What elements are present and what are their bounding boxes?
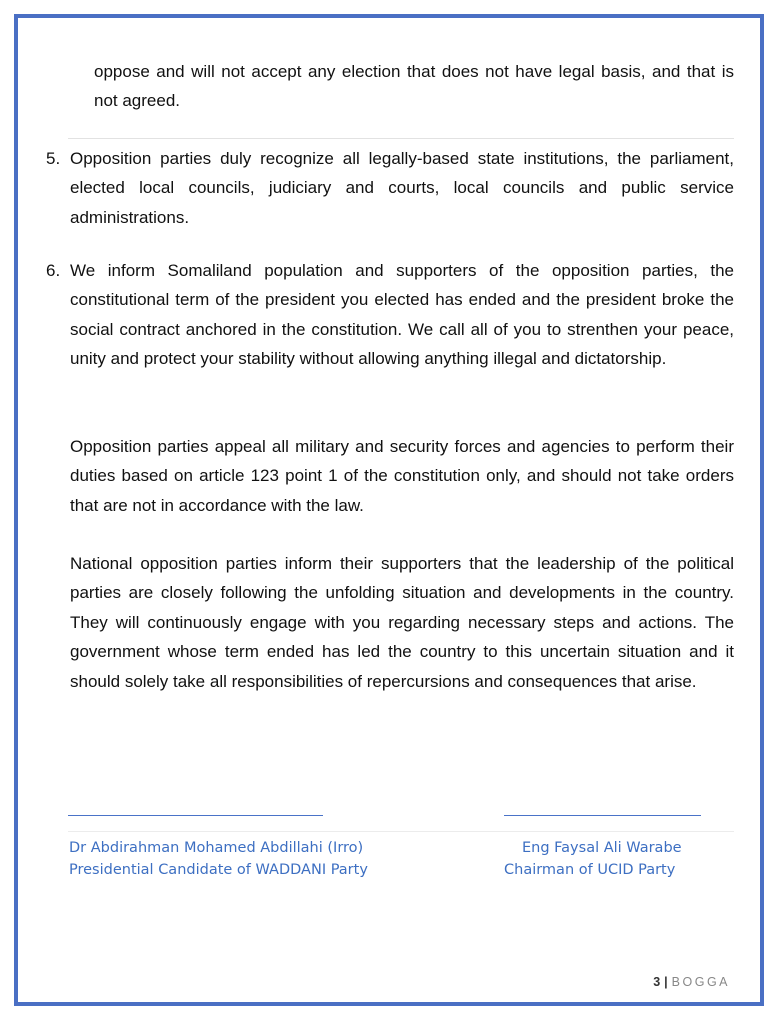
list-item-text: We inform Somaliland population and supporters of the opposition parties, the constitutional term of the president you elected has ended and the president broke the social contract anchored in the constitution. We call all of you to strenthen your peace, unity and protect your stability without allowing anything illegal and dictatorship. [70, 261, 734, 369]
divider [68, 831, 734, 832]
footer-separator: | [664, 975, 668, 989]
page-number: 3 [653, 975, 661, 989]
signatory-title-right: Chairman of UCID Party [504, 862, 676, 878]
list-item-number: 6. [46, 261, 61, 280]
footer-label: BOGGA [671, 975, 730, 989]
page-footer [653, 975, 730, 989]
body-paragraph: National opposition parties inform their supporters that the leadership of the political parties are closely following the unfolding situation and developments in the country. They will continuously engage with you regarding necessary steps and actions. The government whose term ended has led the country to this uncertain situation and it should solely take all responsibilities of repercursions and consequences that arise. [70, 554, 734, 691]
continuation-paragraph: oppose and will not accept any election that does not have legal basis, and that is not agreed. [94, 62, 734, 111]
signature-line-left [68, 815, 323, 816]
list-item-number: 5. [46, 149, 61, 168]
body-paragraph: Opposition parties appeal all military and security forces and agencies to perform their duties based on article 123 point 1 of the constitution only, and should not take orders that are not in accordance with the law. [70, 437, 734, 515]
signatory-title-left: Presidential Candidate of WADDANI Party [69, 862, 368, 878]
list-item-text: Opposition parties duly recognize all legally-based state institutions, the parliament, elected local councils, judiciary and courts, local councils and public service administrations. [70, 149, 734, 227]
signatory-name-right: Eng Faysal Ali Warabe [522, 840, 682, 856]
signatory-name-left: Dr Abdirahman Mohamed Abdillahi (Irro) [69, 840, 364, 856]
signature-line-right [504, 815, 701, 816]
divider [68, 138, 734, 139]
